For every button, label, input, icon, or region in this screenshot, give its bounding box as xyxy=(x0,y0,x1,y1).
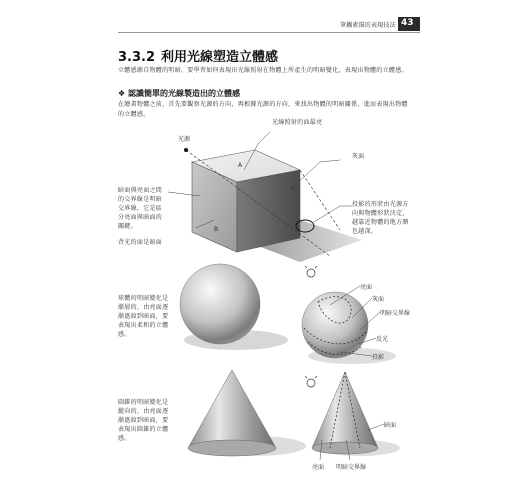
cone-terminator-label: 明暗交界線 xyxy=(336,464,367,471)
sphere-reflect-label: 反光 xyxy=(376,336,389,343)
note-cube-light-face: 光線照射的面最亮 xyxy=(272,119,323,126)
subsection-title: 認識簡單的光線製造出的立體感 xyxy=(127,89,240,98)
sphere-terminator-label: 明暗交界線 xyxy=(380,310,411,317)
note-sphere: 球體的明暗變化是漸層的，由亮面逐漸過渡到暗面，要表現出柔和的立體感。 xyxy=(118,295,169,338)
note-cone: 圓錐的明暗變化是縱向的，由亮面逐漸過渡到暗面，要表現出圓錐的立體感。 xyxy=(118,399,169,442)
note-cube-mid-face: 灰面 xyxy=(352,153,365,160)
lightbulb-icon xyxy=(305,376,317,387)
sphere-midtone-label: 灰面 xyxy=(372,296,385,303)
sphere-drawing xyxy=(180,264,288,350)
cube-label-b: B xyxy=(214,226,219,233)
subsection-marker-icon: ❖ xyxy=(118,89,126,98)
lightbulb-icon xyxy=(305,266,317,277)
light-source-label: 光源 xyxy=(178,136,191,143)
section-number: 3.3.2 xyxy=(118,50,156,65)
cone-analysis-drawing xyxy=(305,372,400,460)
running-title: 筆觸素描的表現技法 xyxy=(340,22,396,29)
note-cube-shadow: 投影的形狀由光源方向與物體形狀決定，越靠近物體的地方顏色越深。 xyxy=(352,201,409,235)
note-cube-dark-face: 背光的面是暗面 xyxy=(118,239,163,246)
note-cube-terminator: 暗面與亮面之間的交界線是明暗交界線，它是區分亮面與暗面的關鍵。 xyxy=(118,187,163,230)
sphere-shadow-label: 投影 xyxy=(372,354,385,361)
cube-label-a: A xyxy=(238,162,243,169)
subsection-paragraph: 在繪畫物體之前，首先要觀察光源的方向，再根據光源的方向，來找出物體的明暗關係，進而表現出物體的立體感。 xyxy=(118,101,408,118)
sphere-highlight-label: 亮面 xyxy=(360,284,373,291)
cube-drawing xyxy=(184,148,362,262)
cone-drawing xyxy=(188,370,306,456)
cone-shadow-label: 暗面 xyxy=(384,422,397,429)
section-title-text: 利用光線塑造立體感 xyxy=(161,50,279,65)
intro-paragraph: 立體感源自物體的明暗，要學習如何表現出光線照射在物體上所產生的明暗變化，表現出物體的立體感。 xyxy=(118,67,408,74)
cube-label-c: C xyxy=(292,186,297,193)
cone-light-label: 亮面 xyxy=(312,464,325,471)
page-number: 43 xyxy=(401,18,414,28)
